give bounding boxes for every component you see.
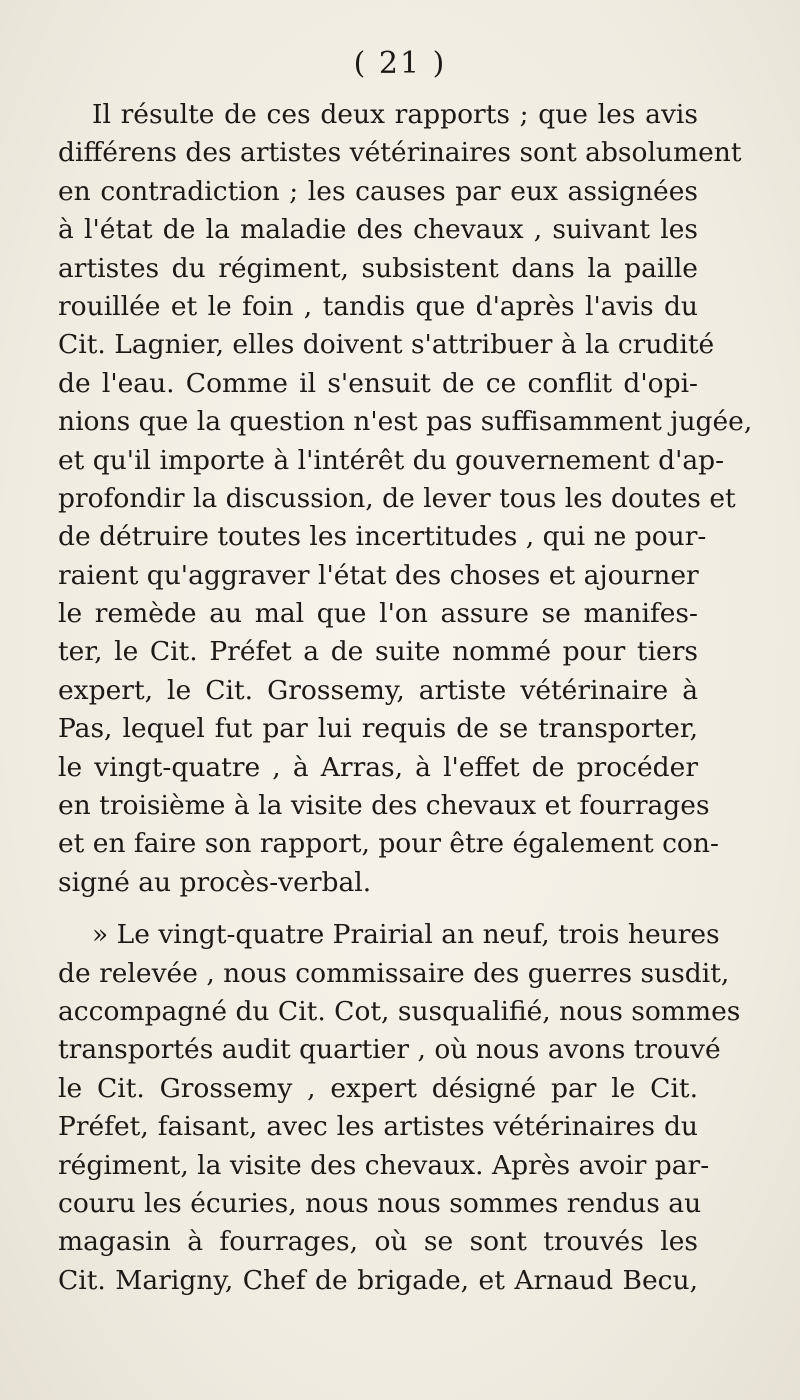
text-line: régiment, la visite des chevaux. Après avoir par- <box>58 1149 710 1181</box>
text-line: rouillée et le foin , tandis que d'après l'avis du <box>58 290 698 322</box>
text-line: de l'eau. Comme il s'ensuit de ce conflit d'opi- <box>58 367 698 399</box>
body-text <box>58 96 753 1300</box>
text-line: transportés audit quartier , où nous avons trouvé <box>58 1034 721 1066</box>
paragraph-1 <box>58 96 753 902</box>
text-line: signé au procès-verbal. <box>58 866 372 898</box>
text-line: le remède au mal que l'on assure se manifes- <box>58 598 698 630</box>
text-line: magasin à fourrages, où se sont trouvés les <box>58 1226 698 1258</box>
paragraph-gap <box>58 902 698 916</box>
text-line: profondir la discussion, de lever tous les doutes et <box>58 482 736 514</box>
text-line: Cit. Lagnier, elles doivent s'attribuer à la crudité <box>58 329 715 361</box>
text-line: le vingt-quatre , à Arras, à l'effet de procéder <box>58 751 698 783</box>
text-line: expert, le Cit. Grossemy, artiste vétérinaire à <box>58 674 698 706</box>
text-line: de détruire toutes les incertitudes , qui ne pour- <box>58 521 707 553</box>
text-line: ter, le Cit. Préfet a de suite nommé pour tiers <box>58 636 698 668</box>
text-line: artistes du régiment, subsistent dans la paille <box>58 252 698 284</box>
text-line: raient qu'aggraver l'état des choses et ajourner <box>58 559 699 591</box>
page-number: ( 21 ) <box>353 46 447 81</box>
text-line: en troisième à la visite des chevaux et fourrages <box>58 790 710 822</box>
text-line: et en faire son rapport, pour être également con- <box>58 828 719 860</box>
text-line: de relevée , nous commissaire des guerres susdit, <box>58 957 730 989</box>
text-line: Cit. Marigny, Chef de brigade, et Arnaud Becu, <box>58 1264 698 1296</box>
text-line: accompagné du Cit. Cot, susqualifié, nous sommes <box>58 995 741 1027</box>
text-line: différens des artistes vétérinaires sont absolument <box>58 137 742 169</box>
text-line: Préfet, faisant, avec les artistes vétérinaires du <box>58 1111 698 1143</box>
text-line: à l'état de la maladie des chevaux , suivant les <box>58 214 698 246</box>
text-line: et qu'il importe à l'intérêt du gouvernement d'ap- <box>58 444 725 476</box>
text-line: Pas, lequel fut par lui requis de se transporter, <box>58 713 698 745</box>
text-line: le Cit. Grossemy , expert désigné par le Cit. <box>58 1072 698 1104</box>
text-line: en contradiction ; les causes par eux assignées <box>58 175 698 207</box>
text-line: nions que la question n'est pas suffisamment jugée, <box>58 406 753 438</box>
text-line: » Le vingt-quatre Prairial an neuf, trois heures <box>92 919 720 951</box>
paragraph-2 <box>58 916 741 1300</box>
text-line: Il résulte de ces deux rapports ; que les avis <box>92 99 698 130</box>
text-line: couru les écuries, nous nous sommes rendus au <box>58 1187 702 1219</box>
